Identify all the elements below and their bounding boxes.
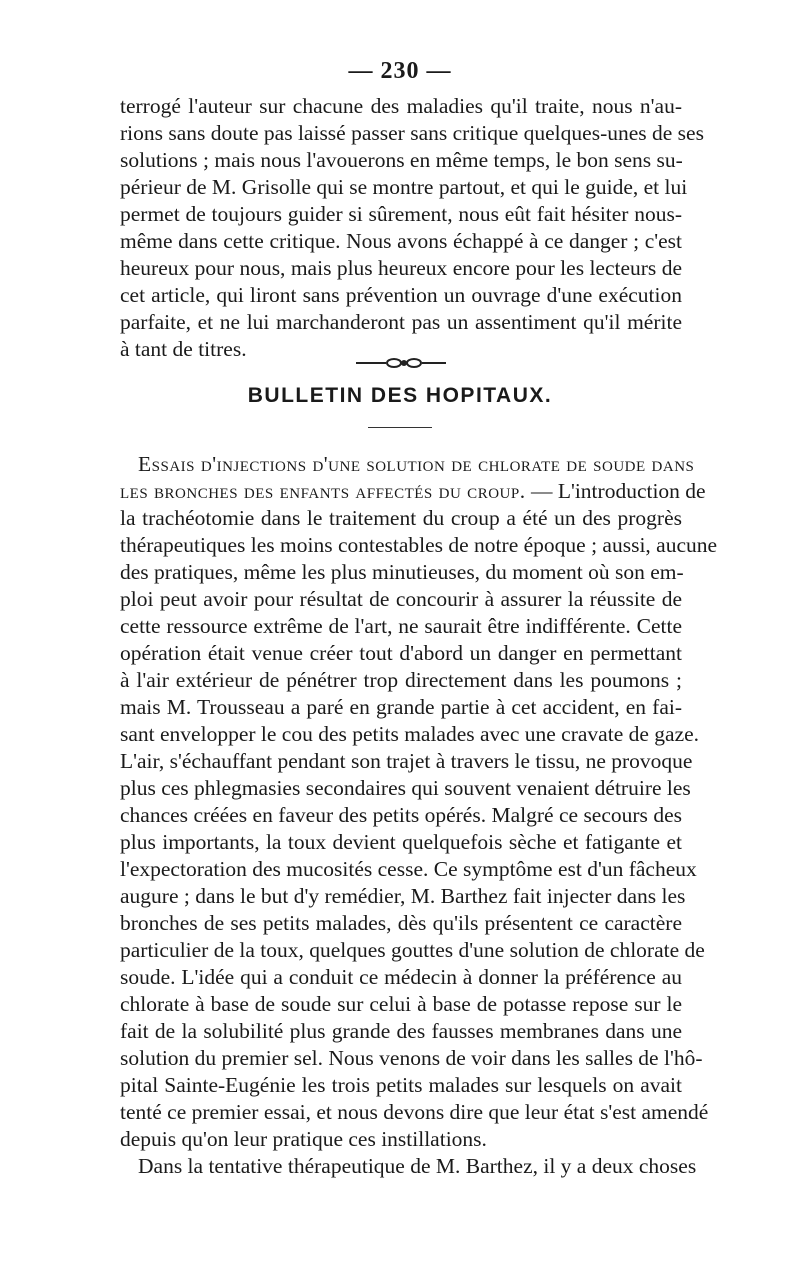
article-heading-caps: les bronches des enfants affectés du croup. [120,479,526,503]
text-line: des pratiques, même les plus minutieuses, du moment où son em- [120,560,684,584]
text-line: plus importants, la toux devient quelquefois sèche et fatigante et [120,830,682,854]
text-line: permet de toujours guider si sûrement, nous eût fait hésiter nous- [120,202,682,226]
text-line: augure ; dans le but d'y remédier, M. Barthez fait injecter dans les [120,884,686,908]
title-rule [368,427,432,428]
text-line: Dans la tentative thérapeutique de M. Barthez, il y a deux choses [138,1154,697,1178]
text-line: l'expectoration des mucosités cesse. Ce symptôme est d'un fâcheux [120,857,697,881]
text-line: L'air, s'échauffant pendant son trajet à travers le tissu, ne provoque [120,749,693,773]
text-line: depuis qu'on leur pratique ces instillations. [120,1127,487,1151]
article-heading-rest: — L'introduction de [525,479,706,503]
text-line: à tant de titres. [120,337,247,361]
text-line: terrogé l'auteur sur chacune des maladies qu'il traite, nous n'au- [120,94,682,118]
text-line: fait de la solubilité plus grande des fausses membranes dans une [120,1019,682,1043]
text-line: mais M. Trousseau a paré en grande partie à cet accident, en fai- [120,695,682,719]
text-line: pital Sainte-Eugénie les trois petits malades sur lesquels on avait [120,1073,682,1097]
text-line: particulier de la toux, quelques gouttes d'une solution de chlorate de [120,938,705,962]
text-line: parfaite, et ne lui marchanderont pas un assentiment qu'il mérite [120,310,682,334]
article-heading: Essais d'injections d'une solution de chlorate de soude dans [138,452,695,476]
text-line: solutions ; mais nous l'avouerons en même temps, le bon sens su- [120,148,683,172]
text-line: heureux pour nous, mais plus heureux encore pour les lecteurs de [120,256,682,280]
text-line: opération était venue créer tout d'abord un danger en permettant [120,641,682,665]
text-line: cet article, qui liront sans prévention un ouvrage d'une exécution [120,283,682,307]
text-line: chances créées en faveur des petits opérés. Malgré ce secours des [120,803,682,827]
text-line: solution du premier sel. Nous venons de voir dans les salles de l'hô- [120,1046,703,1070]
article-heading-line [120,477,706,505]
text-line: même dans cette critique. Nous avons échappé à ce danger ; c'est [120,229,682,253]
text-line: à l'air extérieur de pénétrer trop directement dans les poumons ; [120,668,682,692]
page-number: — 230 — [348,58,452,84]
text-line: sant envelopper le cou des petits malades avec une cravate de gaze. [120,722,700,746]
text-line: tenté ce premier essai, et nous devons dire que leur état s'est amendé [120,1100,709,1124]
text-line: plus ces phlegmasies secondaires qui souvent venaient détruire les [120,776,691,800]
text-line: ploi peut avoir pour résultat de concourir à assurer la réussite de [120,587,682,611]
text-line: la trachéotomie dans le traitement du croup a été un des progrès [120,506,682,530]
text-line: périeur de M. Grisolle qui se montre partout, et qui le guide, et lui [120,175,688,199]
section-title: BULLETIN DES HOPITAUX. [247,384,553,407]
text-line: thérapeutiques les moins contestables de notre époque ; aussi, aucune [120,533,718,557]
text-line: bronches de ses petits malades, dès qu'ils présentent ce caractère [120,911,682,935]
text-line: cette ressource extrême de l'art, ne saurait être indifférente. Cette [120,614,682,638]
text-line: soude. L'idée qui a conduit ce médecin à donner la préférence au [120,965,682,989]
text-line: rions sans doute pas laissé passer sans critique quelques-unes de ses [120,121,704,145]
text-line: chlorate à base de soude sur celui à base de potasse repose sur le [120,992,682,1016]
ornament-divider [0,356,800,370]
